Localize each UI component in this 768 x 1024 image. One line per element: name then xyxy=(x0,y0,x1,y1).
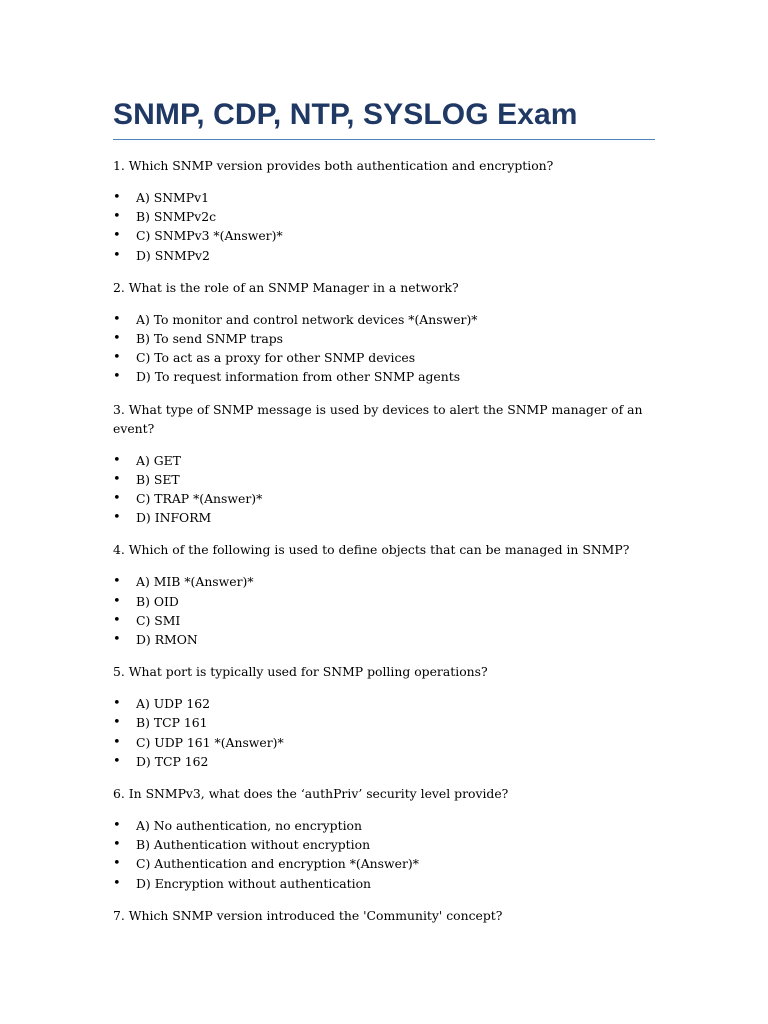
bullet-icon: • xyxy=(113,753,121,769)
option-text: C) SMI xyxy=(136,612,181,628)
question-1: 1. Which SNMP version provides both authentication and encryption? xyxy=(113,158,554,173)
bullet-icon: • xyxy=(113,837,121,853)
option xyxy=(113,207,655,226)
question-3: 3. What type of SNMP message is used by devices to alert the SNMP manager of an event? xyxy=(113,401,643,436)
question-2-options xyxy=(113,310,655,387)
option-text: B) To send SNMP traps xyxy=(136,331,283,347)
question-6: 6. In SNMPv3, what does the ‘authPriv’ security level provide? xyxy=(113,786,509,802)
option-text: B) SET xyxy=(136,471,180,487)
option xyxy=(113,451,655,470)
document-title: SNMP, CDP, NTP, SYSLOG Exam xyxy=(113,94,655,140)
option-text: D) Encryption without authentication xyxy=(136,875,372,891)
bullet-icon: • xyxy=(113,510,121,526)
option xyxy=(113,611,655,630)
bullet-icon: • xyxy=(113,228,121,244)
option-text: B) SNMPv2c xyxy=(136,209,217,225)
bullet-icon: • xyxy=(113,350,121,366)
option-text: D) RMON xyxy=(136,632,198,648)
option-text: A) SNMPv1 xyxy=(136,190,209,205)
bullet-icon: • xyxy=(113,715,121,731)
option-text: C) To act as a proxy for other SNMP devices xyxy=(136,350,416,366)
option xyxy=(113,592,655,611)
bullet-icon: • xyxy=(113,818,121,834)
option-text: A) MIB *(Answer)* xyxy=(136,574,254,590)
question-6-options xyxy=(113,816,655,893)
option xyxy=(113,713,655,732)
option xyxy=(113,572,655,591)
question-2: 2. What is the role of an SNMP Manager in a network? xyxy=(113,279,459,295)
bullet-icon: • xyxy=(113,331,121,347)
option xyxy=(113,733,655,752)
bullet-icon: • xyxy=(113,471,121,487)
bullet-icon: • xyxy=(113,696,121,712)
bullet-icon: • xyxy=(113,574,121,590)
option-text: D) SNMPv2 xyxy=(136,247,210,263)
option-text: C) SNMPv3 *(Answer)* xyxy=(136,228,283,244)
bullet-icon: • xyxy=(113,632,121,648)
question-3-options xyxy=(113,451,655,528)
option xyxy=(113,348,655,367)
option-text: D) TCP 162 xyxy=(136,753,209,769)
question-list xyxy=(113,156,655,925)
option xyxy=(113,630,655,649)
option-text: B) TCP 161 xyxy=(136,715,208,731)
bullet-icon: • xyxy=(113,209,121,225)
bullet-icon: • xyxy=(113,190,121,205)
option xyxy=(113,226,655,245)
bullet-icon: • xyxy=(113,247,121,263)
question-4-options xyxy=(113,572,655,649)
option-text: A) GET xyxy=(136,452,181,468)
option xyxy=(113,310,655,329)
bullet-icon: • xyxy=(113,369,121,385)
option xyxy=(113,329,655,348)
option-text: C) Authentication and encryption *(Answer)* xyxy=(136,856,419,872)
option xyxy=(113,874,655,893)
option-text: D) INFORM xyxy=(136,510,212,526)
option-text: C) TRAP *(Answer)* xyxy=(136,491,263,507)
option-text: A) To monitor and control network devices *(Answer)* xyxy=(136,311,478,327)
question-4: 4. Which of the following is used to define objects that can be managed in SNMP? xyxy=(113,542,630,558)
option xyxy=(113,752,655,771)
option-text: B) OID xyxy=(136,593,179,609)
bullet-icon: • xyxy=(113,856,121,872)
bullet-icon: • xyxy=(113,491,121,507)
option xyxy=(113,246,655,265)
option xyxy=(113,835,655,854)
option xyxy=(113,188,655,207)
option-text: A) UDP 162 xyxy=(136,696,211,712)
option xyxy=(113,489,655,508)
option xyxy=(113,694,655,713)
option-text: B) Authentication without encryption xyxy=(136,837,371,853)
option xyxy=(113,508,655,527)
bullet-icon: • xyxy=(113,875,121,891)
option-text: D) To request information from other SNMP agents xyxy=(136,369,461,385)
bullet-icon: • xyxy=(113,612,121,628)
bullet-icon: • xyxy=(113,452,121,468)
option xyxy=(113,367,655,386)
option-text: C) UDP 161 *(Answer)* xyxy=(136,734,284,750)
bullet-icon: • xyxy=(113,311,121,327)
option xyxy=(113,854,655,873)
question-1-options xyxy=(113,188,655,265)
question-7: 7. Which SNMP version introduced the 'Community' concept? xyxy=(113,907,503,923)
option xyxy=(113,470,655,489)
bullet-icon: • xyxy=(113,734,121,750)
document-page xyxy=(113,94,655,938)
option xyxy=(113,816,655,835)
question-5-options xyxy=(113,694,655,771)
option-text: A) No authentication, no encryption xyxy=(136,818,362,834)
question-5: 5. What port is typically used for SNMP polling operations? xyxy=(113,664,488,680)
bullet-icon: • xyxy=(113,593,121,609)
